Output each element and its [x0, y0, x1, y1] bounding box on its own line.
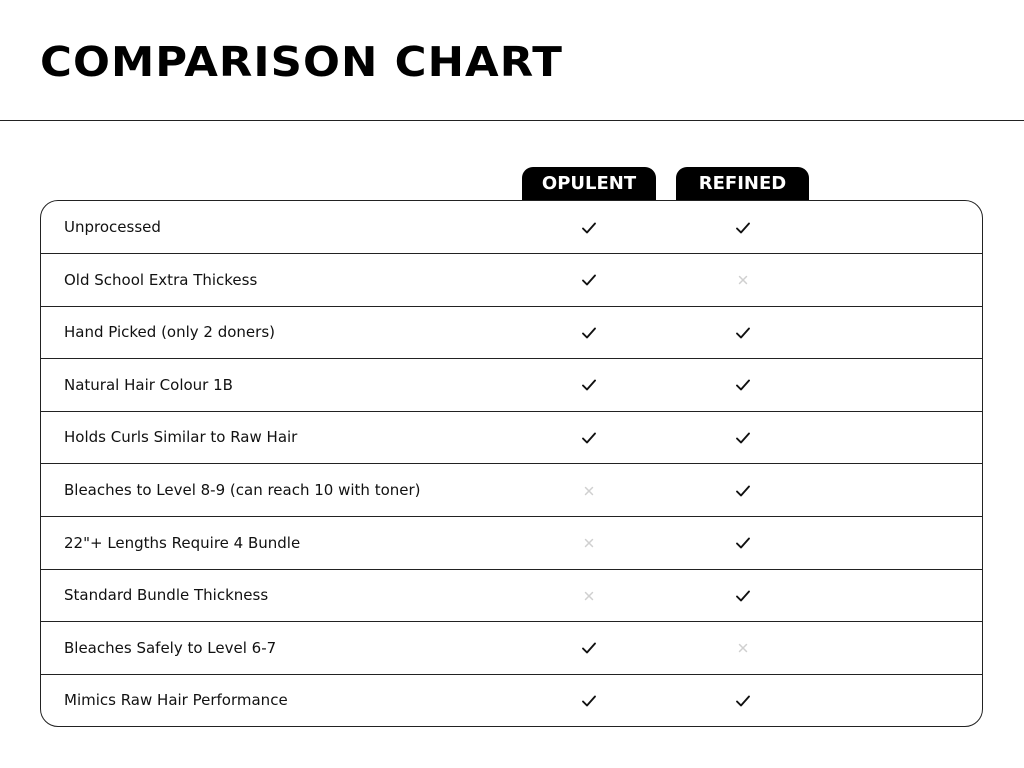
table-row: [41, 569, 982, 622]
row-label: Old School Extra Thickess: [64, 270, 258, 289]
column-header-opulent: OPULENT: [522, 167, 656, 200]
check-icon: [574, 254, 604, 307]
title-divider: [0, 120, 1024, 121]
comparison-table: [40, 200, 983, 727]
row-label: 22"+ Lengths Require 4 Bundle: [64, 533, 301, 552]
cross-icon: [728, 622, 758, 675]
row-label: Holds Curls Similar to Raw Hair: [64, 428, 298, 447]
check-icon: [728, 674, 758, 727]
check-icon: [728, 306, 758, 359]
table-row: [41, 306, 982, 359]
row-label: Bleaches to Level 8-9 (can reach 10 with toner): [64, 481, 421, 499]
check-icon: [728, 201, 758, 254]
table-row: [41, 201, 982, 254]
check-icon: [574, 306, 604, 359]
row-label: Bleaches Safely to Level 6-7: [64, 638, 277, 657]
check-icon: [728, 464, 758, 517]
column-header-refined: REFINED: [676, 167, 809, 200]
check-icon: [574, 674, 604, 727]
row-label: Hand Picked (only 2 doners): [64, 323, 275, 342]
row-label: Mimics Raw Hair Performance: [64, 691, 288, 710]
table-row: [41, 411, 982, 464]
table-row: [41, 359, 982, 412]
table-row: [41, 464, 982, 517]
check-icon: [574, 359, 604, 412]
check-icon: [728, 517, 758, 570]
check-icon: [728, 359, 758, 412]
table-row: [41, 517, 982, 570]
row-label: Unprocessed: [64, 218, 161, 236]
check-icon: [728, 569, 758, 622]
table-row: [41, 674, 982, 727]
cross-icon: [728, 254, 758, 307]
cross-icon: [574, 517, 604, 570]
row-label: Standard Bundle Thickness: [64, 586, 269, 605]
check-icon: [574, 622, 604, 675]
check-icon: [574, 411, 604, 464]
page-title: COMPARISON CHART: [40, 38, 563, 86]
check-icon: [728, 411, 758, 464]
row-label: Natural Hair Colour 1B: [64, 375, 233, 394]
cross-icon: [574, 569, 604, 622]
table-row: [41, 622, 982, 675]
check-icon: [574, 201, 604, 254]
table-row: [41, 254, 982, 307]
cross-icon: [574, 464, 604, 517]
